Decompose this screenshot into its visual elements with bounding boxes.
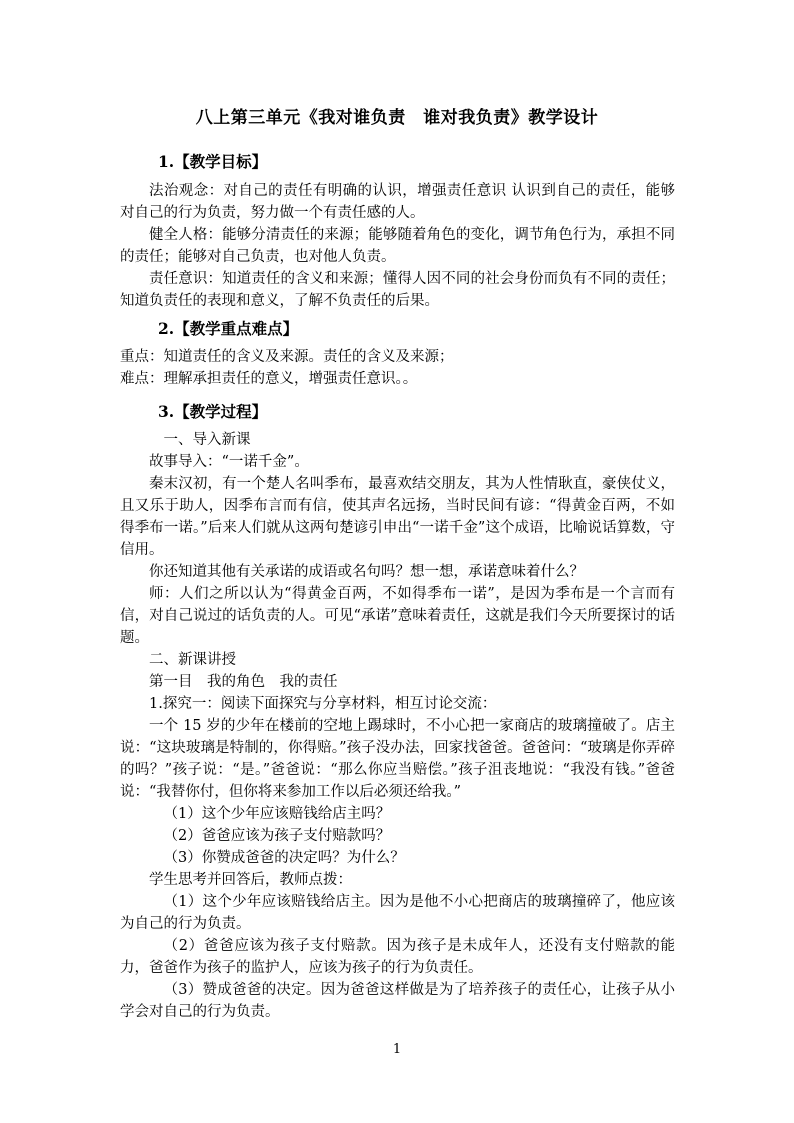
story-intro: 故事导入：“一诺千金”。 [149,454,309,470]
goal-responsibility: 责任意识：知道责任的含义和来源；懂得人因不同的社会身份而负有不同的责任；知道负责任的表现和意义，了解不负责任的后果。 [120,271,675,309]
section-intro-heading: 一、导入新课 [163,432,251,448]
answer-2: （2）爸爸应该为孩子支付赔款。因为孩子是未成年人，还没有支付赔款的能力，爸爸作为孩子的监护人，应该为孩子的行为负责任。 [120,938,675,976]
key-points-body [120,346,675,390]
key-point: 重点：知道责任的含义及来源。责任的含义及来源； [120,349,454,365]
question-2: （2）爸爸应该为孩子支付赔款吗？ [163,828,391,844]
heading-teaching-process: 3.【教学过程】 [158,402,268,421]
teacher-guidance: 学生思考并回答后，教师点拨： [149,872,352,888]
subsection-heading: 第一目 我的角色 我的责任 [149,674,338,690]
question-3: （3）你赞成爸爸的决定吗？为什么？ [163,850,405,866]
answer-1: （1）这个少年应该赔钱给店主。因为是他不小心把商店的玻璃撞碎了，他应该为自己的行为负责。 [120,894,675,932]
difficult-point: 难点：理解承担责任的意义，增强责任意识。。 [120,371,418,387]
case-story: 一个 15 岁的少年在楼前的空地上踢球时，不小心把一家商店的玻璃撞破了。店主说：“这块玻璃是特制的，你得赔。”孩子没办法，回家找爸爸。爸爸问：“玻璃是你弄碎的吗？”孩子说：“是。”爸爸说：“那么你应当赔偿。”孩子沮丧地说：“我没有钱。”爸爸说：“我替你付，但你将来参加工作以后必须还给我。” [120,718,675,800]
teaching-goals-body [120,180,675,312]
goal-personality: 健全人格：能够分清责任的来源；能够随着角色的变化，调节角色行为，承担不同的责任；能够对自己负责，也对他人负责。 [120,227,675,265]
section-new-lesson-heading: 二、新课讲授 [149,652,236,668]
heading-teaching-goals: 1.【教学目标】 [158,152,268,171]
page-number: 1 [392,1042,402,1057]
teaching-process-body [120,429,675,1023]
story-paragraph: 秦末汉初，有一个楚人名叫季布，最喜欢结交朋友，其为人性情耿直，豪侠仗义，且又乐于助人，因季布言而有信，使其声名远扬，当时民间有谚：“得黄金百两，不如得季布一诺。”后来人们就从这两句楚谚引申出“一诺千金”这个成语，比喻说话算数，守信用。 [120,476,675,558]
goal-rule-of-law: 法治观念：对自己的责任有明确的认识，增强责任意识 认识到自己的责任，能够对自己的行为负责，努力做一个有责任感的人。 [120,183,675,221]
explore-one: 1.探究一：阅读下面探究与分享材料，相互讨论交流： [149,696,497,712]
heading-key-points: 2.【教学重点难点】 [158,319,299,338]
question-1: （1）这个少年应该赔钱给店主吗？ [163,806,391,822]
answer-3: （3）赞成爸爸的决定。因为爸爸这样做是为了培养孩子的责任心，让孩子从小学会对自己的行为负责。 [120,982,675,1020]
question-paragraph: 你还知道其他有关承诺的成语或名句吗？想一想，承诺意味着什么？ [149,564,584,580]
teacher-remark: 师：人们之所以认为“得黄金百两，不如得季布一诺”，是因为季布是一个言而有信，对自己说过的话负责的人。可见“承诺”意味着责任，这就是我们今天所要探讨的话题。 [120,586,675,646]
document-title: 八上第三单元《我对谁负责 谁对我负责》教学设计 [195,108,599,128]
